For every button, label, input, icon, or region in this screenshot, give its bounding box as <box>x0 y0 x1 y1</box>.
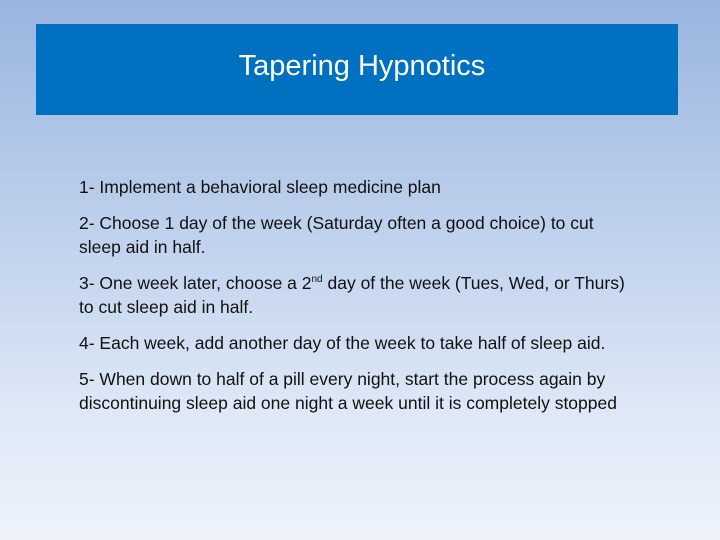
list-item-1: 1- Implement a behavioral sleep medicine plan <box>79 177 441 197</box>
slide-title: Tapering Hypnotics <box>238 50 486 82</box>
list-item-3 <box>79 271 639 319</box>
list-item-3-before: 3- One week later, choose a 2 <box>79 273 312 293</box>
list-item-2: 2- Choose 1 day of the week (Saturday often a good choice) to cut sleep aid in half. <box>79 213 594 257</box>
list-item-3-superscript: nd <box>311 274 323 286</box>
slide-body <box>79 175 639 427</box>
list-item-4: 4- Each week, add another day of the week to take half of sleep aid. <box>79 333 606 353</box>
title-banner <box>36 24 678 115</box>
list-item-5: 5- When down to half of a pill every night, start the process again by discontinuing sleep aid one night a week until it is completely stopped <box>79 369 617 413</box>
list-item-3-after: day of the week (Tues, Wed, or Thurs) to cut sleep aid in half. <box>79 273 625 317</box>
